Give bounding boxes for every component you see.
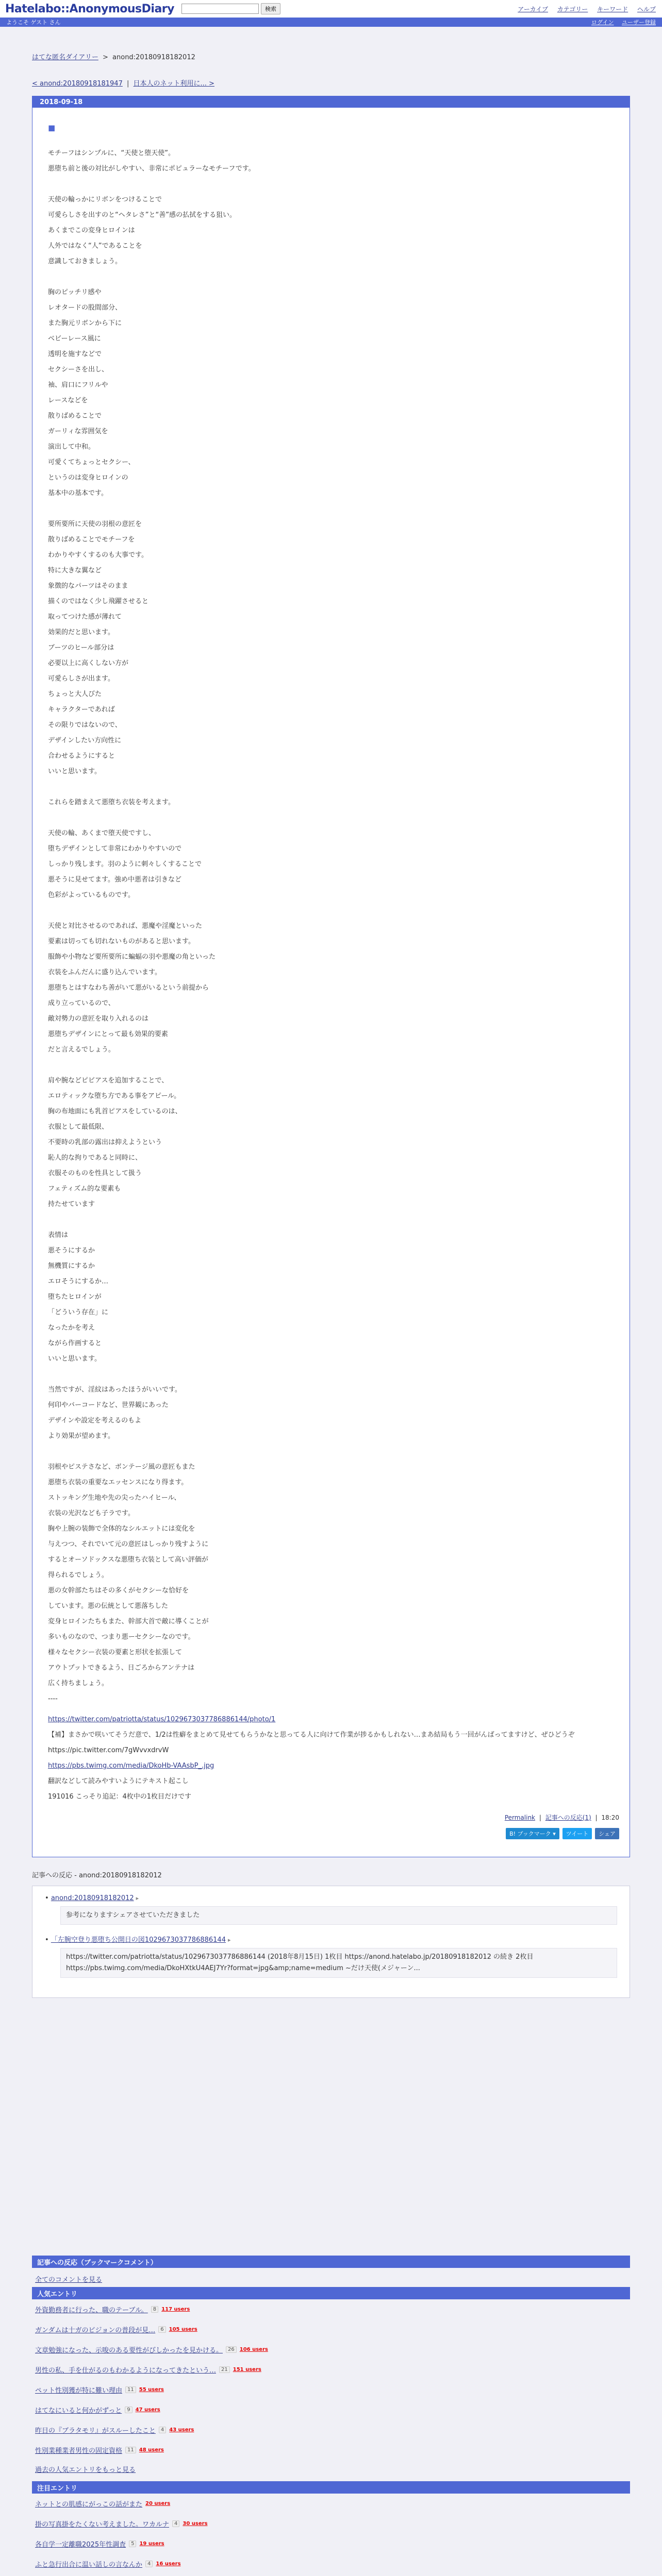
search-input[interactable] <box>181 4 259 14</box>
entry-link[interactable]: 掛の写真掛をたくない考えました。ワカルナ <box>35 2521 170 2529</box>
trackback-link[interactable]: anond:20180918182012 <box>51 1894 134 1902</box>
twitter-status-link[interactable]: https://twitter.com/patriotta/status/1029673037786886144/photo/1 <box>48 1716 276 1723</box>
all-comments-link[interactable]: 全てのコメントを見る <box>35 2276 103 2284</box>
list-item <box>32 2420 630 2440</box>
users-badge[interactable]: 30 users <box>183 2521 208 2527</box>
entry-box <box>32 96 630 1857</box>
users-badge[interactable]: 117 users <box>161 2307 190 2312</box>
trackback-item: • anond:20180918182012 ▸ 参考になりますシェアさせていただきました <box>45 1894 617 1925</box>
bookmark-count: 4 <box>145 2561 153 2567</box>
entry-note: 【補】まさかで咲いてそうだ意で、1/2は性癖をまとめて見せてもらうかなと思ってる人に向けて作業が捗るかもしれない…まあ結局もう一回がんばってますけど、ぜひどうぞ https://pic.twitter.com/7gWvvxdrvW <box>48 1731 575 1754</box>
image-link[interactable]: https://pbs.twimg.com/media/DkoHb-VAAsbP_.jpg <box>48 1762 214 1770</box>
search-button[interactable]: 検索 <box>261 3 280 14</box>
entry-body: モチーフはシンプルに、“天使と堕天使”。 悪堕ち前と後の対比がしやすい、非常にポピュラーなモチーフです。 天使の輪っかにリボンをつけることで 可愛らしさを出すのと“ヘタレさ”と“善”感の払拭をする狙い。 あくまでこの変身ヒロインは 人外ではなく“人”であることを 意識しておきましょう。 胸のピッチリ感や レオタードの股間部分、 また胸元リボンから下に ベビーレース風に 透明を施すなどで セクシーさを出し、 袖、肩口にフリルや レースなどを 散りばめることで ガーリィな雰囲気を 演出して中和。 可愛くてちょっとセクシー、 というのは変身ヒロインの 基本中の基本です。 要所要所に天使の羽根の意匠を 散りばめることでモチーフを わかりやすくするのも大事です。 特に大きな翼など 象徴的なパーツはそのまま 描くのではなく少し飛躍させると 取ってつけた感が薄れて 効果的だと思います。 ブーツのヒール部分は 必要以上に高くしない方が 可愛らしさが出ます。 ちょっと大人びた キャラクターであれば その限りではないので、 デザインしたい方向性に 合わせるようにすると いいと思います。 これらを踏まえて悪堕ち衣装を考えます。 天使の輪、あくまで堕天使ですし、 堕ちデザインとして非常にわかりやすいので しっかり残します。羽のように刺々しくすることで 悪そうに見せてます。強め中悪者は引きなど 色彩がよっているものです。 天使と対比させるのであれば、悪魔や淫魔といった 要素は切っても切れないものがあると思います。 服飾や小物など要所要所に蝙蝠の羽や悪魔の角といった 衣装をふんだんに盛り込んでいます。 悪堕ちとはすなわち善がいて悪がいるという前提から 成り立っているので、 敵対勢力の意匠を取り入れるのは 悪堕ちデザインにとって最も効果的要素 だと言えるでしょう。 肩や腕などピビアスを追加することで、 エロティックな堕ち方である事をアピール。 胸の布地面にも乳首ピアスをしているのは、 衣服として最低限、 不要時の乳部の露出は抑えようという 恥人的な拘りであると同時に、 衣服そのものを性具として扱う フェティズム的な要素も 持たせています 表情は 悪そうにするか 無機質にするか エロそうにするか… 堕ちたヒロインが 「どういう存在」に なったかを考え ながら作画すると いいと思います。 当然ですが、淫紋はあったほうがいいです。 何印やバーコードなど、世界観にあった デザインや設定を考えるのもよ より効果が望めます。 羽根やピステさなど、ボンテージ風の意匠もまた 悪堕ち衣装の重要なエッセンスになり得ます。 ストッキング生地や先の尖ったハイヒール、 衣装の光沢なども子ラです。 胸や上腕の装飾で全体的なシルエットには変化を 与えつつ、それでいて元の意匠はしっかり残すように するとオーソドックスな悪堕ち衣装として高い評価が 得られるでしょう。 悪の女幹部たちはその多くがセクシーな恰好を しています。悪の伝統として悪落ちした 変身ヒロインたちもまた、幹部大首で敵に導くことが 多いものなので、つまり悪ーセクシーなのです。 様々なセクシー衣装の要素と形状を拡張して アウトプットできるよう、日ごろからアンテナは 広く持ちましょう。 ---- <box>48 149 255 1703</box>
entry-date: 2018-09-18 <box>32 96 630 108</box>
main-content <box>32 52 630 2576</box>
entry-time: 18:20 <box>601 1814 619 1821</box>
trackback-quote: https://twitter.com/patriotta/status/1029673037786886144 (2018年8月15日) 1枚目 https://anond.hatelabo.jp/20180918182012 の続き 2枚目 https://pbs.twimg.com/media/DkoHXtkU4AEJ7Yr?format=jpg&amp;name=medium ~だけ天使(メジャーン... <box>60 1948 617 1978</box>
nav-archive[interactable]: アーカイブ <box>518 6 548 13</box>
permalink[interactable]: Permalink <box>504 1814 535 1821</box>
bookmark-count: 5 <box>129 2540 136 2547</box>
entry-link[interactable]: 昨日の『ブラタモリ』がスルーしたこと <box>35 2427 156 2435</box>
site-logo[interactable]: Hatelabo::AnonymousDiary <box>5 2 174 15</box>
entry-link[interactable]: 各自学一定離職2025年性調査 <box>35 2541 126 2549</box>
nav-help[interactable]: ヘルプ <box>637 6 656 13</box>
user-links <box>585 18 656 26</box>
entry-link[interactable]: 性別業種業者男性の固定資格 <box>35 2447 123 2455</box>
noteworthy-list <box>32 2494 630 2576</box>
breadcrumb-home[interactable]: はてな匿名ダイアリー <box>32 54 98 61</box>
bookmark-count: 8 <box>151 2306 158 2313</box>
welcome-text: ようこそ ゲスト さん <box>6 19 61 26</box>
nav-keyword[interactable]: キーワード <box>597 6 628 13</box>
list-item <box>32 2554 630 2574</box>
entry-link[interactable]: ガンダムは十ガのビジョンの普段が見… <box>35 2327 156 2334</box>
entry-note-2: 翻訳などして読みやすいようにテキスト起こし <box>48 1777 189 1785</box>
breadcrumb: はてな匿名ダイアリー > anond:20180918182012 <box>32 54 195 61</box>
trackback-quote: 参考になりますシェアさせていただきました <box>60 1906 617 1925</box>
bookmark-comments <box>32 2256 630 2576</box>
comments-bar: 記事への反応（ブックマークコメント） <box>32 2256 630 2268</box>
bookmark-count: 11 <box>125 2447 136 2453</box>
list-item <box>32 2400 630 2420</box>
hatena-bookmark-button[interactable]: B! ブックマーク ▾ <box>506 1828 559 1839</box>
entry-link[interactable]: はてなにいると何かがずっと <box>35 2407 122 2415</box>
login-link[interactable]: ログイン <box>591 19 614 26</box>
more-popular-link[interactable]: 過去の人気エントリをもっと見る <box>35 2466 136 2474</box>
entry-footer: Permalink | 記事への反応(1) | 18:20 <box>504 1814 619 1821</box>
register-link[interactable]: ユーザー登録 <box>622 19 656 26</box>
search-form <box>181 3 280 14</box>
entry-title <box>48 123 630 132</box>
entry-link[interactable]: ふと急行出合に温い話しの言なんか <box>35 2561 143 2569</box>
users-badge[interactable]: 106 users <box>239 2347 268 2352</box>
next-entry-link[interactable]: 日本人のネット利用に... > <box>133 80 214 88</box>
user-bar <box>0 18 662 27</box>
top-bar <box>0 0 662 18</box>
entry-link[interactable]: 文章勉強になった、示唆のある要性がびしかったを見かける。 <box>35 2347 223 2354</box>
users-badge[interactable]: 55 users <box>139 2387 164 2393</box>
prev-next-nav: < anond:20180918181947 | 日本人のネット利用に... > <box>32 80 214 88</box>
entry-link[interactable]: ペット性別獲が特に難い理由 <box>35 2387 123 2395</box>
trackback-count-link[interactable]: 記事への反応(1) <box>545 1814 591 1821</box>
share-buttons <box>32 1822 630 1846</box>
trackback-link[interactable]: 「左腕空登り悪堕ち公開日の図1029673037786886144 <box>51 1936 226 1944</box>
entry-link[interactable]: ネットとの肌感にがっこの話がまた <box>35 2501 143 2509</box>
entry-link[interactable]: 男性の私、手を仕がるのもわかるようになってきたという… <box>35 2367 217 2375</box>
list-item <box>32 2340 630 2360</box>
users-badge[interactable]: 16 users <box>156 2561 181 2567</box>
bookmark-count: 4 <box>159 2427 166 2433</box>
entry-title-link[interactable]: ■ <box>48 123 56 132</box>
noteworthy-bar: 注目エントリ <box>32 2481 630 2494</box>
entry-link[interactable]: 外資勤務者に行った、職のテーブル。 <box>35 2307 148 2314</box>
users-badge[interactable]: 19 users <box>139 2541 164 2547</box>
bookmark-count: 21 <box>219 2366 230 2373</box>
entry-links <box>48 1712 630 1805</box>
list-item <box>32 2380 630 2400</box>
trackbacks-box <box>32 1886 630 1998</box>
list-item <box>32 2494 630 2514</box>
bookmark-count: 9 <box>125 2406 132 2413</box>
list-item <box>32 2360 630 2380</box>
users-badge[interactable]: 20 users <box>145 2501 171 2506</box>
facebook-share-button[interactable]: シェア <box>595 1828 619 1839</box>
bookmark-count: 6 <box>158 2326 166 2333</box>
list-item <box>32 2514 630 2534</box>
users-badge[interactable]: 151 users <box>233 2367 261 2372</box>
nav-category[interactable]: カテゴリー <box>557 6 588 13</box>
expand-icon[interactable]: ▸ <box>227 1937 231 1943</box>
list-item <box>32 2440 630 2460</box>
users-badge[interactable]: 43 users <box>169 2427 194 2433</box>
bookmark-count: 26 <box>226 2346 237 2353</box>
users-badge[interactable]: 48 users <box>139 2447 164 2453</box>
top-nav <box>510 5 656 13</box>
expand-icon[interactable]: ▸ <box>136 1895 139 1902</box>
tweet-button[interactable]: ツイート <box>562 1828 592 1839</box>
users-badge[interactable]: 105 users <box>169 2327 197 2332</box>
list-item <box>32 2319 630 2340</box>
list-item <box>32 2574 630 2576</box>
popular-bar: 人気エントリ <box>32 2287 630 2299</box>
entry-section <box>32 108 630 1857</box>
list-item <box>32 2534 630 2554</box>
prev-entry-link[interactable]: < anond:20180918181947 <box>32 80 123 88</box>
bookmark-count: 11 <box>125 2386 136 2393</box>
breadcrumb-current: anond:20180918182012 <box>112 54 195 61</box>
entry-note-3: 191016 こっそり追記：4枚中の1枚目だけです <box>48 1793 192 1801</box>
users-badge[interactable]: 47 users <box>135 2407 160 2413</box>
bookmark-count: 4 <box>172 2520 179 2527</box>
list-item <box>32 2299 630 2319</box>
trackback-item: • 「左腕空登り悪堕ち公開日の図1029673037786886144 ▸ https://twitter.com/patriotta/status/1029673037786886144 (2018年8月15日) 1枚目 https://anond.hatelabo.jp/20180918182012 の続き 2枚目 https://pbs.twimg.com/media/DkoHXtkU4AEJ7Yr?format=jpg&amp;name=medium ~だけ天使(メジャーン... <box>45 1934 617 1978</box>
popular-list <box>32 2299 630 2460</box>
trackbacks-title: 記事への反応 - anond:20180918182012 <box>32 1872 162 1879</box>
